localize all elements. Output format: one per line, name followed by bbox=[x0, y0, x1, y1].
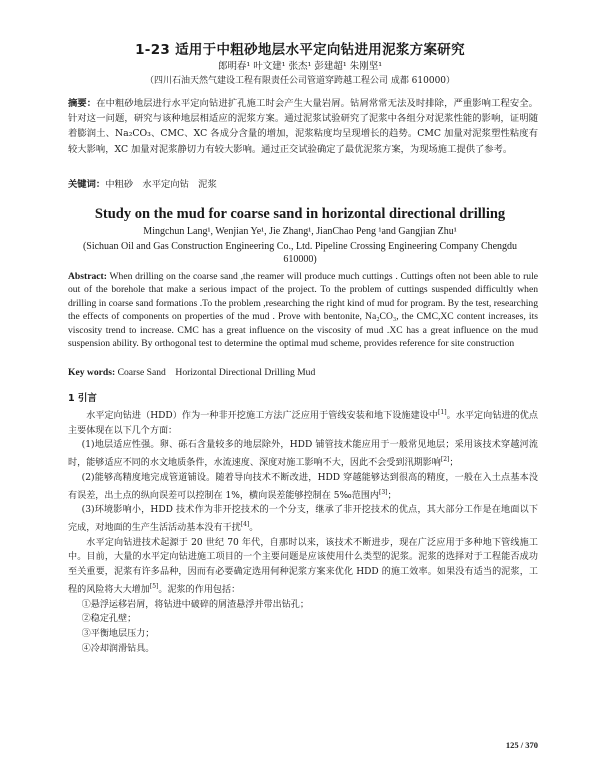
mud-function-item: ④冷却润滑钻具。 bbox=[81, 643, 155, 654]
chinese-keywords bbox=[68, 177, 538, 192]
paragraph-hdd-intro: 水平定向钻进（HDD）作为一种非开挖施工方法广泛应用于管线安装和地下设施建设中[1]。水平定向钻进的优点主要体现在以下几个方面： bbox=[68, 409, 538, 436]
chinese-abstract bbox=[68, 96, 538, 157]
mud-function-item: ②稳定孔壁； bbox=[81, 614, 137, 625]
citation: [2] bbox=[440, 456, 450, 464]
citation: [3] bbox=[379, 488, 388, 496]
citation: [5] bbox=[149, 582, 159, 590]
citation: [4] bbox=[240, 521, 250, 529]
section-heading-introduction: 1 引言 bbox=[68, 393, 97, 404]
english-keywords-label: Key words: bbox=[68, 367, 116, 378]
english-keywords-text: Coarse Sand Horizontal Directional Drilling Mud bbox=[117, 367, 316, 378]
chinese-affiliation: （四川石油天然气建设工程有限责任公司管道穿跨越工程公司 成都 610000） bbox=[144, 76, 456, 86]
mud-function-item: ①悬浮运移岩屑，将钻进中破碎的屑渣悬浮并带出钻孔； bbox=[81, 599, 309, 610]
chinese-abstract-label: 摘要： bbox=[68, 98, 97, 109]
english-title: Study on the mud for coarse sand in horizontal directional drilling bbox=[94, 206, 506, 222]
english-abstract-label: Abstract: bbox=[68, 271, 107, 282]
english-abstract bbox=[68, 270, 538, 350]
chinese-abstract-text: 在中粗砂地层进行水平定向钻进扩孔施工时会产生大量岩屑。钻屑常常无法及时排除，严重影响工程安全。针对这一问题，研究与该种地层相适应的泥浆方案。通过泥浆试验研究了泥浆中各组分对泥浆性能的影响，证明随着膨润土、Na₂CO₃、CMC、XC 各成分含量的增加，泥浆粘度均呈现增长的趋势。CMC 加量对泥浆塑性粘度有较大影响，XC 加量对泥浆静切力有较大影响。通过正交试验确定了最优泥浆方案，为现场施工提供了参考。 bbox=[68, 98, 538, 155]
english-authors: Mingchun Lang¹, Wenjian Ye¹, Jie Zhang¹, JianChao Peng ¹and Gangjian Zhu¹ bbox=[143, 226, 457, 237]
english-affiliation: (Sichuan Oil and Gas Construction Engineering Co., Ltd. Pipeline Crossing Engineering Company Chengdu 610000) bbox=[82, 241, 518, 265]
english-keywords bbox=[68, 366, 538, 379]
body-text bbox=[68, 406, 538, 656]
list-item-precision: (2)能够高精度地完成管道铺设。随着导向技术不断改进，HDD 穿越能够达到很高的精度，一般在入土点基本没有误差，出土点的纵向误差可以控制在 1%，横向误差能够控制在 5‰范围内[3]； bbox=[68, 472, 538, 501]
citation: [1] bbox=[438, 409, 447, 416]
chinese-title: 1-23 适用于中粗砂地层水平定向钻进用泥浆方案研究 bbox=[135, 42, 465, 58]
chinese-keywords-text: 中粗砂 水平定向钻 泥浆 bbox=[105, 179, 217, 190]
list-item-adaptability: (1)地层适应性强。卵、砾石含量较多的地层除外，HDD 铺管技术能应用于一般常见地层；采用该技术穿越河流时，能够适应不同的水文地质条件，水流速度、深度对施工影响不大，因此不会受到汛期影响[2]； bbox=[68, 440, 538, 469]
paragraph-hdd-history: 水平定向钻进技术起源于 20 世纪 70 年代，自那时以来，该技术不断进步，现在广泛应用于多种地下管线施工中。目前，大量的水平定向钻进施工项目的一个主要问题是应该使用什么类型的泥浆。泥浆的选择对于工程能否成功至关重要，泥浆有许多品种，因而有必要确定选用何种泥浆方案来优化 HDD 的施工效率。如果没有适当的泥浆，工程的风险将大大增加[5]。泥浆的作用包括： bbox=[68, 537, 538, 595]
mud-function-item: ③平衡地层压力； bbox=[81, 629, 155, 639]
english-abstract-text: When drilling on the coarse sand ,the reamer will produce much cuttings . Cuttings often not been able to rule out of the borehole that make a serious impact of the project. To the problem of cuttings suspended difficultly when drilling in coarse sand formations .To the problem ,researching the right kind of mud for program. By the test, researching the effects of components on properties of the mud . Prove with bentonite, Na₂CO₃, the CMC,XC content increases, its viscosity trend to increase. CMC has a great influence on the viscosity of mud .XC has a great influence on the mud suspension ability. By orthogonal test to determine the optimal mud scheme, provides reference for site construction bbox=[68, 271, 538, 350]
list-item-environment: (3)环境影响小，HDD 技术作为非开挖技术的一个分支，继承了非开挖技术的优点，其大部分工作是在地面以下完成，对地面的生产生活活动基本没有干扰[4]。 bbox=[68, 505, 538, 534]
chinese-keywords-label: 关键词： bbox=[68, 179, 106, 190]
page-number: 125 / 370 bbox=[505, 740, 538, 750]
chinese-authors: 郎明春¹ 叶文建¹ 张杰¹ 彭建超¹ 朱刚坚¹ bbox=[217, 61, 383, 72]
